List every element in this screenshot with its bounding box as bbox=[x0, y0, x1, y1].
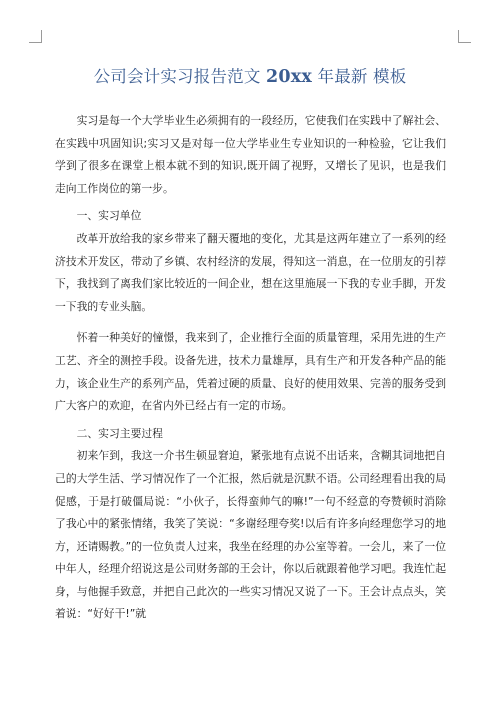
paragraph-unit-description: 改革开放给我的家乡带来了翻天覆地的变化，尤其是这两年建立了一系列的经济技术开发区，带动了乡镇、农村经济的发展，得知这一消息，在一位朋友的引荐下，我找到了离我们家比较近的一间企业，想在这里施展一下我的专业手脚，开发一下我的专业头脑。 bbox=[55, 231, 446, 313]
document-title bbox=[0, 63, 500, 87]
paragraph-intro: 实习是每一个大学毕业生必须拥有的一段经历，它使我们在实践中了解社会、在实践中巩固知识;实习又是对每一位大学毕业生专业知识的一种检验，它让我们学到了很多在课堂上根本就不到的知识,既开阔了视野，又增长了见识，也是我们走向工作岗位的第一步。 bbox=[55, 114, 446, 195]
section-heading-main-process: 二、实习主要过程 bbox=[76, 426, 163, 440]
section-heading-internship-unit: 一、实习单位 bbox=[76, 209, 142, 223]
paragraph-company-profile: 怀着一种美好的憧憬，我来到了，企业推行全面的质量管理，采用先进的生产工艺、齐全的测控手段。设备先进，技术力量雄厚，具有生产和开发各种产品的能力，该企业生产的系列产品，凭着过硬的质量、良好的使用效果、完善的服务受到广大客户的欢迎，在省内外已经占有一定的市场。 bbox=[55, 331, 446, 413]
title-suffix: 年最新 模板 bbox=[312, 67, 407, 86]
paragraph-first-day: 初来乍到，我这一介书生顿显窘迫，紧张地有点说不出话来，含糊其词地把自己的大学生活、学习情况作了一个汇报，然后就是沉默不语。公司经理看出我的局促感，于是打破僵局说：“小伙子，长得蛮帅气的嘛!”一句不经意的夸赞顿时消除了我心中的紧张情绪，我笑了笑说：“多谢经理夸奖!以后有许多向经理您学习的地方，还请赐教。”的一位负责人过来，我坐在经理的办公室等着。一会儿，来了一位中年人，经理介绍说这是公司财务部的王会计，你以后就跟着他学习吧。我连忙起身，与他握手致意，并把自己此次的一些实习情况又说了一下。王会计点点头，笑着说：“好好干!”就 bbox=[55, 449, 446, 621]
title-year: 20xx bbox=[266, 67, 313, 87]
crop-mark-top-left bbox=[29, 30, 42, 43]
crop-mark-top-right bbox=[458, 30, 471, 43]
title-prefix: 公司会计实习报告范文 bbox=[93, 67, 267, 86]
document-body bbox=[55, 110, 446, 626]
